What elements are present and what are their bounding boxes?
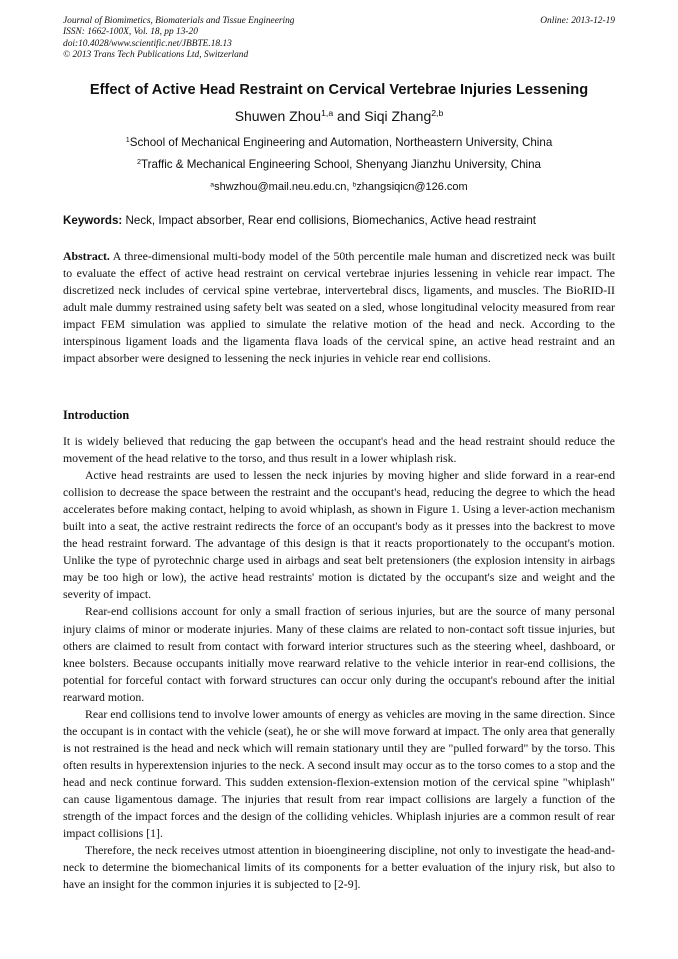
email-2: zhangsiqicn@126.com — [356, 181, 468, 193]
online-date: Online: 2013-12-19 — [540, 16, 615, 26]
paragraph: Rear-end collisions account for only a small fraction of serious injuries, but are the source of many personal injury claims of minor or moderate injuries. Many of these claims are related to non-contact soft tissue injuries, but others are claimed to result from contact with forward interior structures such as the steering wheel, dashboard, or knee bolsters. Because occupants initially move rearward relative to the vehicle interior in rear-end collisions, the potential for forceful contact with forward structures can occur only during the occupant's rebound after the initial rearward motion. — [63, 604, 615, 704]
journal-name: Journal of Biomimetics, Biomaterials and Tissue Engineering — [63, 16, 295, 26]
keywords-line — [63, 214, 615, 227]
journal-header — [63, 16, 615, 62]
author-2: Siqi Zhang — [364, 108, 432, 124]
paragraph: Active head restraints are used to lessen the neck injuries by moving higher and slide forward in a rear-end collision to decrease the space between the restraint and the occupant's head, reducing the degree to which the head accelerates before making contact, helping to avoid whiplash, as shown in Figure 1. Using a lever-action mechanism built into a seat, the active restraint redirects the force of an occupant's body as it presses into the backrest to move the head restraint forward. The advantage of this design is that it reacts proportionately to the occupant's motion. Unlike the type of pyrotechnic charge used in airbags and seat belt pretensioners (the explosion intensity in airbags may be too high or low), the active head restraints' motion is dictated by the occupant's size and weight and the severity of impact. — [63, 468, 615, 602]
email-line — [0, 181, 678, 193]
author-connector: and — [333, 108, 365, 124]
paragraph: Rear end collisions tend to involve lower amounts of energy as vehicles are moving in the same direction. Since the occupant is in contact with the vehicle (seat), he or she will move forward at impact. The only area that generally is not restrained is the head and neck which will remain stationary until they are "pulled forward" by the torso. This often results in hyperextension injuries to the neck. A second insult may occur as to the torso comes to a stop and the head and neck continue forward. This sudden extension-flexion-extension motion of the cervical spine "whiplash" can cause ligamentous damage. The injuries that result from rear impact collisions are largely a function of the strength of the impact forces and the design of the colliding vehicles. Whiplash injuries are a common result of rear impact collisions [1]. — [63, 706, 615, 841]
author-2-superscript: 2,b — [431, 108, 444, 119]
copyright-line: © 2013 Trans Tech Publications Ltd, Switzerland — [63, 50, 249, 61]
affiliation-1-superscript: 1 — [125, 135, 130, 145]
affiliation-2-text: Traffic & Mechanical Engineering School, Shenyang Jianzhu University, China — [141, 158, 541, 171]
email-1-superscript: a — [210, 181, 215, 189]
email-1: shwzhou@mail.neu.edu.cn, — [214, 181, 353, 193]
issn-line: ISSN: 1662-100X, Vol. 18, pp 13-20 — [63, 27, 198, 38]
abstract-label: Abstract. — [63, 249, 110, 263]
abstract-text: A three-dimensional multi-body model of the 50th percentile male human and discretized neck was built to evaluate the effect of active head restraint on cervical vertebrae injuries lessening in vehicle rear impact. The discretized neck includes of cervical spine vertebrae, intervertebral discs, ligaments, and muscles. The BioRID-II adult male dummy restrained using safety belt was seated on a sled, whose longitudinal velocity measured from rear impact FEM simulation was applied to simulate the relative motion of the head and neck. According to the interspinous ligament loads and the ligamenta flava loads of the cervical spine, an active head restraint and an impact absorber were designed to lessening the neck injuries in vehicle rear end collisions. — [63, 249, 615, 366]
keywords-text: Neck, Impact absorber, Rear end collisions, Biomechanics, Active head restraint — [122, 214, 536, 227]
author-1-superscript: 1,a — [321, 108, 334, 119]
paragraph: Therefore, the neck receives utmost attention in bioengineering discipline, not only to investigate the head-and-neck to determine the biomechanical limits of its components for a better evaluation of the injury risk, but also to have an insight for the common injuries it is subjected to [2-9]. — [63, 843, 615, 892]
affiliation-2-superscript: 2 — [137, 157, 141, 167]
email-2-superscript: b — [352, 181, 357, 189]
section-heading-introduction: Introduction — [63, 408, 130, 422]
author-1: Shuwen Zhou — [234, 108, 322, 124]
paragraph: It is widely believed that reducing the gap between the occupant's head and the head restraint should reduce the movement of the head relative to the torso, and thus result in a lower whiplash risk. — [63, 434, 615, 466]
keywords-label: Keywords: — [63, 214, 123, 227]
author-line — [0, 108, 678, 124]
affiliation-1 — [0, 136, 678, 149]
affiliation-2 — [0, 158, 678, 171]
doi-line: doi:10.4028/www.scientific.net/JBBTE.18.13 — [63, 38, 232, 49]
abstract — [63, 248, 615, 367]
paper-title: Effect of Active Head Restraint on Cervical Vertebrae Injuries Lessening — [89, 82, 589, 98]
affiliation-1-text: School of Mechanical Engineering and Automation, Northeastern University, China — [129, 136, 553, 149]
introduction-body — [63, 433, 615, 893]
